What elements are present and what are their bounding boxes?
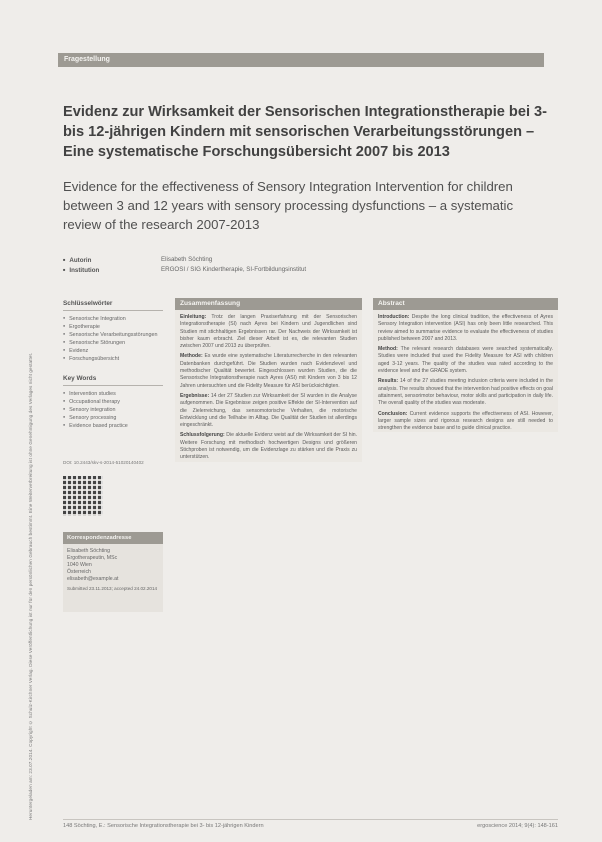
keywords-de-heading: Schlüsselwörter xyxy=(63,300,163,311)
submission-dates: Submitted 23.11.2013; accepted 24.02.2014 xyxy=(67,586,158,591)
title-english: Evidence for the effectiveness of Sensory Integration Intervention for children between 3 and 12 years with sensory processing dysfunctions – a systematic review of the research 2007-2013 xyxy=(63,179,514,232)
keywords-de-list xyxy=(63,315,163,363)
section-tag: Fragestellung xyxy=(58,53,544,67)
para-text: 14 of the 27 studies meeting inclusion criteria were included in the analysis. The results showed that the intervention had positive effects on goal attainment, sensorimotor behaviour, motor skills and participation in daily life. The overall quality of the studies was moderate. xyxy=(378,378,554,407)
qr-code xyxy=(63,476,103,516)
author-meta xyxy=(63,256,493,275)
footer-right: ergoscience 2014; 9(4): 148-161 xyxy=(477,823,558,829)
correspondence-heading: Korrespondenzadresse xyxy=(63,532,163,544)
page-footer xyxy=(63,819,558,829)
footer-left: 148 Söchting, E.: Sensorische Integrationstherapie bei 3- bis 12-jährigen Kindern xyxy=(63,823,264,829)
left-sidebar xyxy=(63,300,163,612)
summary-body xyxy=(175,310,362,462)
keyword-item: ■ Sensorische Störungen xyxy=(63,339,163,347)
para-label: Method: xyxy=(378,346,398,353)
meta-value: ERGOSI / SIG Kindertherapie, SI-Fortbildungsinstitut xyxy=(161,265,307,273)
meta-row-author xyxy=(63,256,493,266)
para-label: Methode: xyxy=(180,353,203,360)
keyword-item: ■ Intervention studies xyxy=(63,390,163,398)
corr-line: Ergotherapeutin, MSc xyxy=(67,555,118,561)
keywords-en-list xyxy=(63,390,163,430)
summary-heading: Zusammenfassung xyxy=(175,298,362,310)
keyword-item: ■ Forschungsübersicht xyxy=(63,355,163,363)
keyword-item: ■ Sensorische Integration xyxy=(63,315,163,323)
keyword-item: ■ Occupational therapy xyxy=(63,398,163,406)
para-text: Es wurde eine systematische Literaturrecherche in den relevanten Datenbanken durchgeführt. Die Studien wurden nach Evidenzlevel und methodischer Qualität bewertet. Eingeschlossen wurden Studien, die die Sensorische Integrationstherapie nach Ayres (ASI) mit Kindern von 3 bis 12 Jahren untersuchten und die Fidelity Measure für ASI berücksichtigten. xyxy=(180,353,357,389)
para-text: 14 der 27 Studien zur Wirksamkeit der SI wurden in die Analyse aufgenommen. Die Ergebnisse zeigen positive Effekte der SI-Intervention auf die Zielerreichung, das sensomotorische Verhalten, die motorische Entwicklung und die Teilhabe im Alltag. Die Qualität der Studien ist allerdings eingeschränkt. xyxy=(180,392,357,429)
para-text: Despite the long clinical tradition, the effectiveness of Ayres Sensory Integration intervention (ASI) has only been little researched. This review aimed to summarise evidence to evaluate the effectiveness of studies published between 2007 and 2013. xyxy=(378,314,553,342)
meta-key: ■ Autorin xyxy=(63,256,161,266)
keyword-item: ■ Sensory processing xyxy=(63,414,163,422)
para-text: Current evidence supports the effectiveness of ASI. However, larger sample sizes and rigorous research designs are still needed to strengthen the evidence base and to guide clinical practice. xyxy=(378,410,553,432)
keyword-item: ■ Evidenz xyxy=(63,347,163,355)
german-summary xyxy=(175,298,362,465)
para-text: Trotz der langen Praxiserfahrung mit der Sensorischen Integrationstherapie (SI) nach Ayres bei Kindern und Jugendlichen sind Studien mit stichhaltigen Ergebnissen rar. Der Nachweis der Wirksamkeit ist bisher kaum erbracht. Ziel dieser Arbeit ist es, die relevanten Studien zwischen 2007 und 2013 zu überprüfen. xyxy=(180,314,357,350)
copyright-side-note: Heruntergeladen am: 23.07.2014. Copyright © Schulz-Kirchner Verlag. Diese Veröffentlichung ist nur für den persönlichen Gebrauch bestimmt. Eine Weiterverbreitung ist ohne Genehmigung des Verlages nicht gestattet. xyxy=(28,352,33,820)
corr-line: Elisabeth Söchting xyxy=(67,548,110,554)
keywords-en-heading: Key Words xyxy=(63,375,163,386)
corr-line: 1040 Wien xyxy=(67,562,92,568)
meta-value: Elisabeth Söchting xyxy=(161,256,213,263)
para-text: Die aktuelle Evidenz weist auf die Wirksamkeit der SI hin. Weitere Forschung mit methodisch hochwertigen Designs und größeren Stichproben ist notwendig, um die Evidenzlage zu stärken und die Praxis zu unterstützen. xyxy=(180,432,357,461)
correspondence-address xyxy=(63,544,163,612)
title-german: Evidenz zur Wirksamkeit der Sensorischen Integrationstherapie bei 3- bis 12-jährigen Kindern mit sensorischen Verarbeitungsstörungen – Eine systematische Forschungsübersicht 2007 bis 2013 xyxy=(63,104,548,160)
para-label: Results: xyxy=(378,378,399,385)
abstract-body xyxy=(373,310,558,432)
keyword-item: ■ Sensorische Verarbeitungsstörungen xyxy=(63,331,163,339)
keyword-item: ■ Ergotherapie xyxy=(63,323,163,331)
para-label: Einleitung: xyxy=(180,314,207,320)
english-abstract xyxy=(373,298,558,435)
meta-row-institution xyxy=(63,266,493,276)
para-label: Conclusion: xyxy=(378,410,408,417)
meta-key: ■ Institution xyxy=(63,266,161,276)
corr-line: Österreich xyxy=(67,569,91,575)
para-text: The relevant research databases were searched systematically. Studies were included that used the Fidelity Measure for ASI with children aged 3-12 years. The quality of the studies was rated according to the evidence level and the GRADE system. xyxy=(378,346,553,375)
corr-email[interactable]: elisabeth@example.at xyxy=(67,576,119,582)
doi-link[interactable]: DOI: 10.2443/skv-s-2014-51020140402 xyxy=(63,460,144,465)
abstract-heading: Abstract xyxy=(373,298,558,310)
keyword-item: ■ Evidence based practice xyxy=(63,422,163,430)
keyword-item: ■ Sensory integration xyxy=(63,406,163,414)
para-label: Ergebnisse: xyxy=(180,392,210,399)
para-label: Schlussfolgerung: xyxy=(180,432,225,439)
para-label: Introduction: xyxy=(378,314,410,320)
